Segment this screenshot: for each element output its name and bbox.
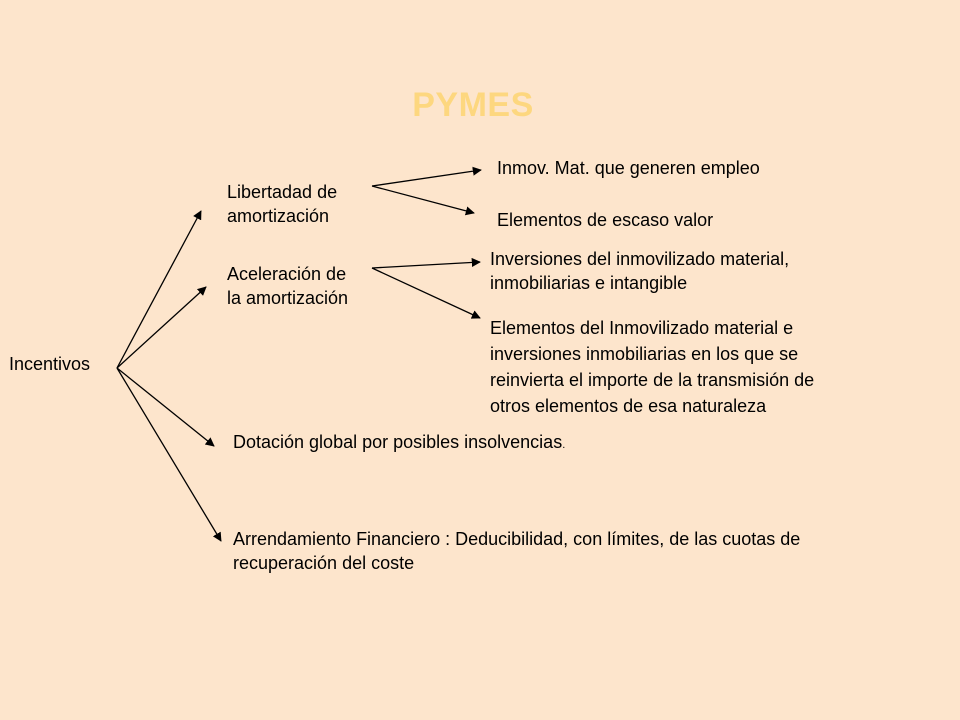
arrow-to-reinversion (372, 268, 480, 318)
leaf-reinversion-line2: inversiones inmobiliarias en los que se (490, 344, 799, 364)
branch-libertad-line2: amortización (227, 206, 330, 226)
branch-libertad-line1: Libertadad de (227, 182, 338, 202)
leaf-reinversion (490, 315, 814, 419)
leaf-escaso-valor: Elementos de escaso valor (497, 210, 714, 230)
branch-dotacion-text: Dotación global por posibles insolvencias (233, 432, 563, 452)
branch-dotacion-suffix: . (562, 439, 566, 451)
leaf-inversiones (490, 247, 789, 295)
branch-arrendamiento-line2: recuperación del coste (233, 553, 415, 573)
leaf-inversiones-line1: Inversiones del inmovilizado material, (490, 249, 790, 269)
arrow-to-dotacion (117, 368, 214, 446)
branch-dotacion (233, 430, 565, 457)
leaf-inmov-empleo: Inmov. Mat. que generen empleo (497, 158, 760, 178)
arrow-to-escaso-valor (372, 186, 474, 213)
branch-aceleracion (227, 262, 348, 310)
leaf-reinversion-line1: Elementos del Inmovilizado material e (490, 318, 794, 338)
slide-title: PYMES (412, 86, 534, 124)
branch-arrendamiento-line1: Arrendamiento Financiero : Deducibilidad, con límites, de las cuotas de (233, 529, 801, 549)
arrow-to-libertad (117, 211, 201, 368)
arrow-to-aceleracion (117, 287, 206, 368)
branch-arrendamiento (233, 527, 800, 575)
leaf-reinversion-line4: otros elementos de esa naturaleza (490, 396, 767, 416)
leaf-inversiones-line2: inmobiliarias e intangible (490, 273, 688, 293)
branch-libertad (227, 180, 337, 228)
branch-aceleracion-line1: Aceleración de (227, 264, 347, 284)
leaf-reinversion-line3: reinvierta el importe de la transmisión de (490, 370, 815, 390)
branch-aceleracion-line2: la amortización (227, 288, 349, 308)
arrow-to-inversiones (372, 262, 480, 268)
arrow-to-inmov-empleo (372, 170, 481, 186)
arrow-to-arrendamiento (117, 368, 221, 541)
root-incentivos: Incentivos (9, 354, 91, 374)
